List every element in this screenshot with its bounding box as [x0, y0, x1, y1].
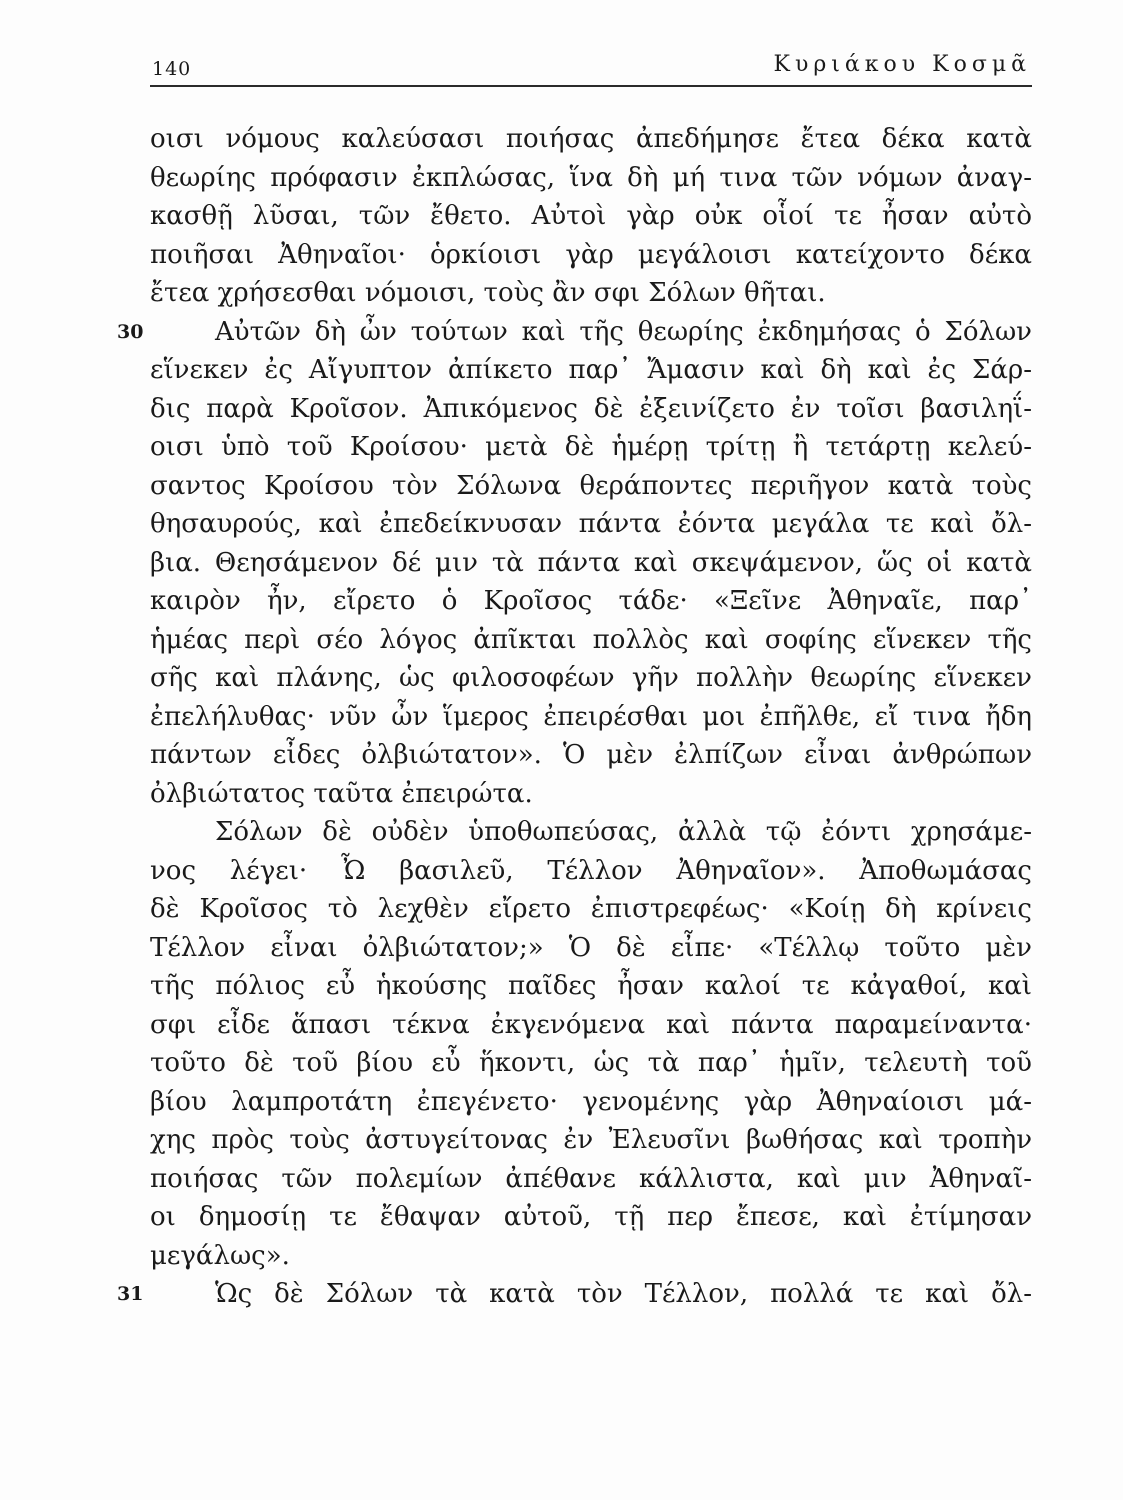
text-line: ἔτεα χρήσεσθαι νόμοισι, τοὺς ἂν σφι Σόλων θῆται.: [150, 278, 826, 308]
text-line: σφι εἶδε ἅπασι τέκνα ἐκγενόμενα καὶ πάντα παραμείναντα·: [150, 1009, 1032, 1040]
text-line: θεωρίης πρόφασιν ἐκπλώσας, ἵνα δὴ μή τινα τῶν νόμων ἀναγ-: [150, 162, 1032, 193]
text-line: εἵνεκεν ἐς Αἴγυπτον ἀπίκετο παρ᾽ Ἄμασιν καὶ δὴ καὶ ἐς Σάρ-: [150, 355, 1032, 385]
header-rule: [150, 85, 1032, 87]
body-text: [117, 120, 1032, 1314]
text-line: χης πρὸς τοὺς ἀστυγείτονας ἐν Ἐλευσῖνι βωθήσας καὶ τροπὴν: [150, 1125, 1032, 1155]
text-line: σῆς καὶ πλάνης, ὡς φιλοσοφέων γῆν πολλὴν θεωρίης εἵνεκεν: [150, 663, 1032, 693]
text-line: βίου λαμπροτάτη ἐπεγένετο· γενομένης γὰρ Ἀθηναίοισι μά-: [150, 1086, 1032, 1117]
margin-number: 31: [117, 1283, 144, 1305]
text-line: κασθῇ λῦσαι, τῶν ἔθετο. Αὐτοὶ γὰρ οὐκ οἷοί τε ἦσαν αὐτὸ: [150, 201, 1032, 231]
page-number: 140: [152, 58, 192, 80]
text-line: ἡμέας περὶ σέο λόγος ἀπῖκται πολλὸς καὶ σοφίης εἵνεκεν τῆς: [150, 624, 1032, 655]
text-line: σαντος Κροίσου τὸν Σόλωνα θεράποντες περιῆγον κατὰ τοὺς: [150, 470, 1032, 501]
text-line: Τέλλον εἶναι ὀλβιώτατον;» Ὁ δὲ εἶπε· «Τέλλῳ τοῦτο μὲν: [150, 932, 1032, 963]
text-line: Σόλων δὲ οὐδὲν ὑποθωπεύσας, ἀλλὰ τῷ ἐόντι χρησάμε-: [215, 817, 1032, 847]
text-line: δις παρὰ Κροῖσον. Ἀπικόμενος δὲ ἐξεινίζετο ἐν τοῖσι βασιληΐ-: [150, 393, 1032, 424]
text-line: τοῦτο δὲ τοῦ βίου εὖ ἥκοντι, ὡς τὰ παρ᾽ ἡμῖν, τελευτὴ τοῦ: [150, 1048, 1032, 1078]
text-line: οι δημοσίῃ τε ἔθαψαν αὐτοῦ, τῇ περ ἔπεσε, καὶ ἐτίμησαν: [150, 1202, 1032, 1232]
text-line: Ὡς δὲ Σόλων τὰ κατὰ τὸν Τέλλον, πολλά τε καὶ ὄλ-: [215, 1279, 1032, 1309]
text-line: Αὐτῶν δὴ ὦν τούτων καὶ τῆς θεωρίης ἐκδημήσας ὁ Σόλων: [215, 316, 1032, 347]
text-line: πάντων εἶδες ὀλβιώτατον». Ὁ μὲν ἐλπίζων εἶναι ἀνθρώπων: [150, 740, 1032, 770]
text-line: νος λέγει· Ὦ βασιλεῦ, Τέλλον Ἀθηναῖον». Ἀποθωμάσας: [150, 855, 1032, 886]
margin-number: 30: [117, 320, 144, 343]
text-line: ποιῆσαι Ἀθηναῖοι· ὁρκίοισι γὰρ μεγάλοισι κατείχοντο δέκα: [150, 239, 1032, 270]
text-line: δὲ Κροῖσος τὸ λεχθὲν εἴρετο ἐπιστρεφέως· «Κοίῃ δὴ κρίνεις: [150, 894, 1032, 924]
text-line: οισι νόμους καλεύσασι ποιήσας ἀπεδήμησε ἔτεα δέκα κατὰ: [150, 124, 1032, 154]
text-line: τῆς πόλιος εὖ ἡκούσης παῖδες ἦσαν καλοί τε κἀγαθοί, καὶ: [150, 971, 1032, 1001]
paragraph-line-31: [117, 1275, 1032, 1314]
text-line: ἐπελήλυθας· νῦν ὦν ἵμερος ἐπειρέσθαι μοι ἐπῆλθε, εἴ τινα ἤδη: [150, 701, 1032, 732]
text-line: μεγάλως».: [150, 1240, 290, 1271]
text-line: καιρὸν ἦν, εἴρετο ὁ Κροῖσος τάδε· «Ξεῖνε Ἀθηναῖε, παρ᾽: [150, 586, 1032, 616]
running-head: Κυριάκου Κοσμᾶ: [773, 52, 1031, 77]
text-line: ποιήσας τῶν πολεμίων ἀπέθανε κάλλιστα, καὶ μιν Ἀθηναῖ-: [150, 1163, 1032, 1194]
text-line: θησαυρούς, καὶ ἐπεδείκνυσαν πάντα ἐόντα μεγάλα τε καὶ ὄλ-: [150, 509, 1032, 539]
text-line: ὀλβιώτατος ταῦτα ἐπειρώτα.: [150, 778, 533, 809]
text-line: βια. Θεησάμενον δέ μιν τὰ πάντα καὶ σκεψάμενον, ὥς οἱ κατὰ: [150, 547, 1032, 578]
paragraph-line-30: [117, 313, 1032, 352]
text-line: οισι ὑπὸ τοῦ Κροίσου· μετὰ δὲ ἡμέρῃ τρίτῃ ἢ τετάρτῃ κελεύ-: [150, 432, 1032, 462]
